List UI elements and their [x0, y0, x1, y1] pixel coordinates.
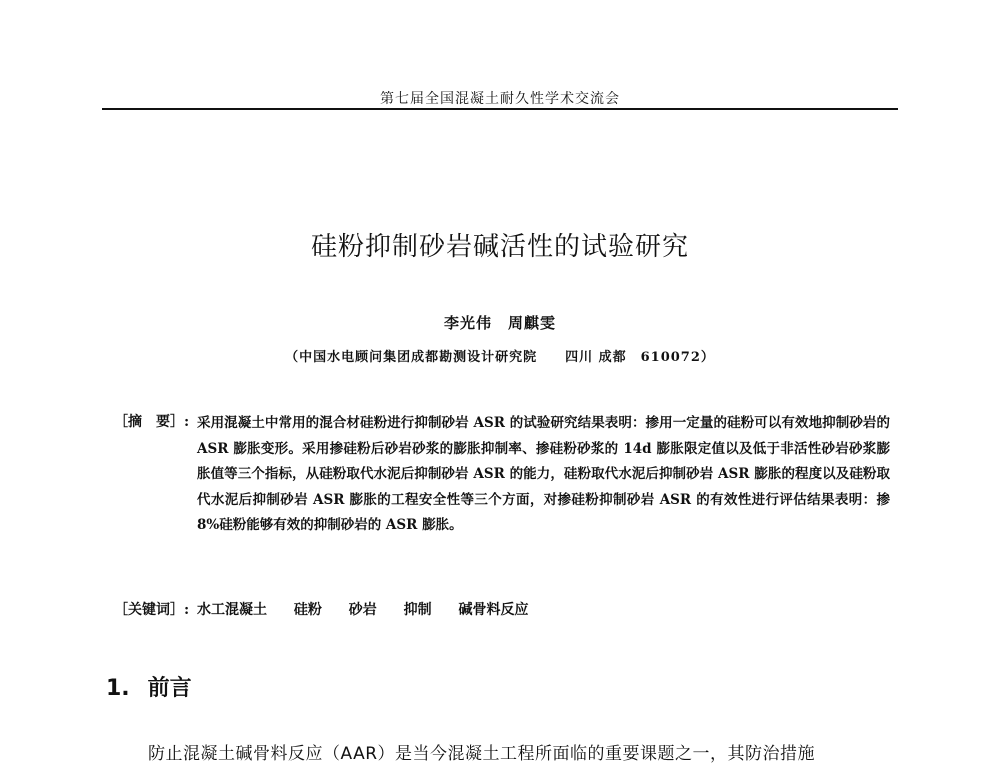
abstract-text: 采用混凝土中常用的混合材硅粉进行抑制砂岩 ASR 的试验研究结果表明：掺用一定量的硅粉可以有效地抑制砂岩的 ASR 膨胀变形。采用掺硅粉后砂岩砂浆的膨胀抑制率、掺硅粉砂浆的 14d 膨胀限定值以及低于非活性砂岩砂浆膨胀值等三个指标，从硅粉取代水泥后抑制砂岩 ASR 的能力，硅粉取代水泥后抑制砂岩 ASR 膨胀的程度以及硅粉取代水泥后抑制砂岩 ASR 膨胀的工程安全性等三个方面，对掺硅粉抑制砂岩 ASR 的有效性进行评估结果表明：掺 8%硅粉能够有效的抑制砂岩的 ASR 膨胀。	[197, 415, 890, 533]
section-heading	[106, 671, 192, 702]
conference-header: 第七届全国混凝土耐久性学术交流会	[380, 91, 620, 107]
keywords-label: ［关键词］:	[114, 602, 190, 618]
section-title: 前言	[147, 676, 192, 701]
keyword-item: 硅粉	[293, 602, 322, 618]
paper-affiliation: （中国水电顾问集团成都勘测设计研究院 四川 成都 610072）	[285, 350, 715, 365]
keyword-item: 水工混凝土	[197, 602, 267, 618]
body-text: 防止混凝土碱骨料反应（AAR）是当今混凝土工程所面临的重要课题之一，其防治措施	[148, 744, 816, 764]
paper-authors: 李光伟 周麒雯	[443, 314, 556, 332]
keyword-item: 碱骨料反应	[458, 602, 529, 618]
keywords-list	[197, 599, 551, 619]
abstract-label: ［摘 要］:	[114, 414, 190, 430]
section-number: 1.	[106, 676, 130, 701]
paper-title: 硅粉抑制砂岩碱活性的试验研究	[310, 232, 689, 262]
header-rule	[102, 108, 898, 110]
keyword-item: 砂岩	[348, 602, 377, 618]
keyword-item: 抑制	[403, 602, 432, 618]
